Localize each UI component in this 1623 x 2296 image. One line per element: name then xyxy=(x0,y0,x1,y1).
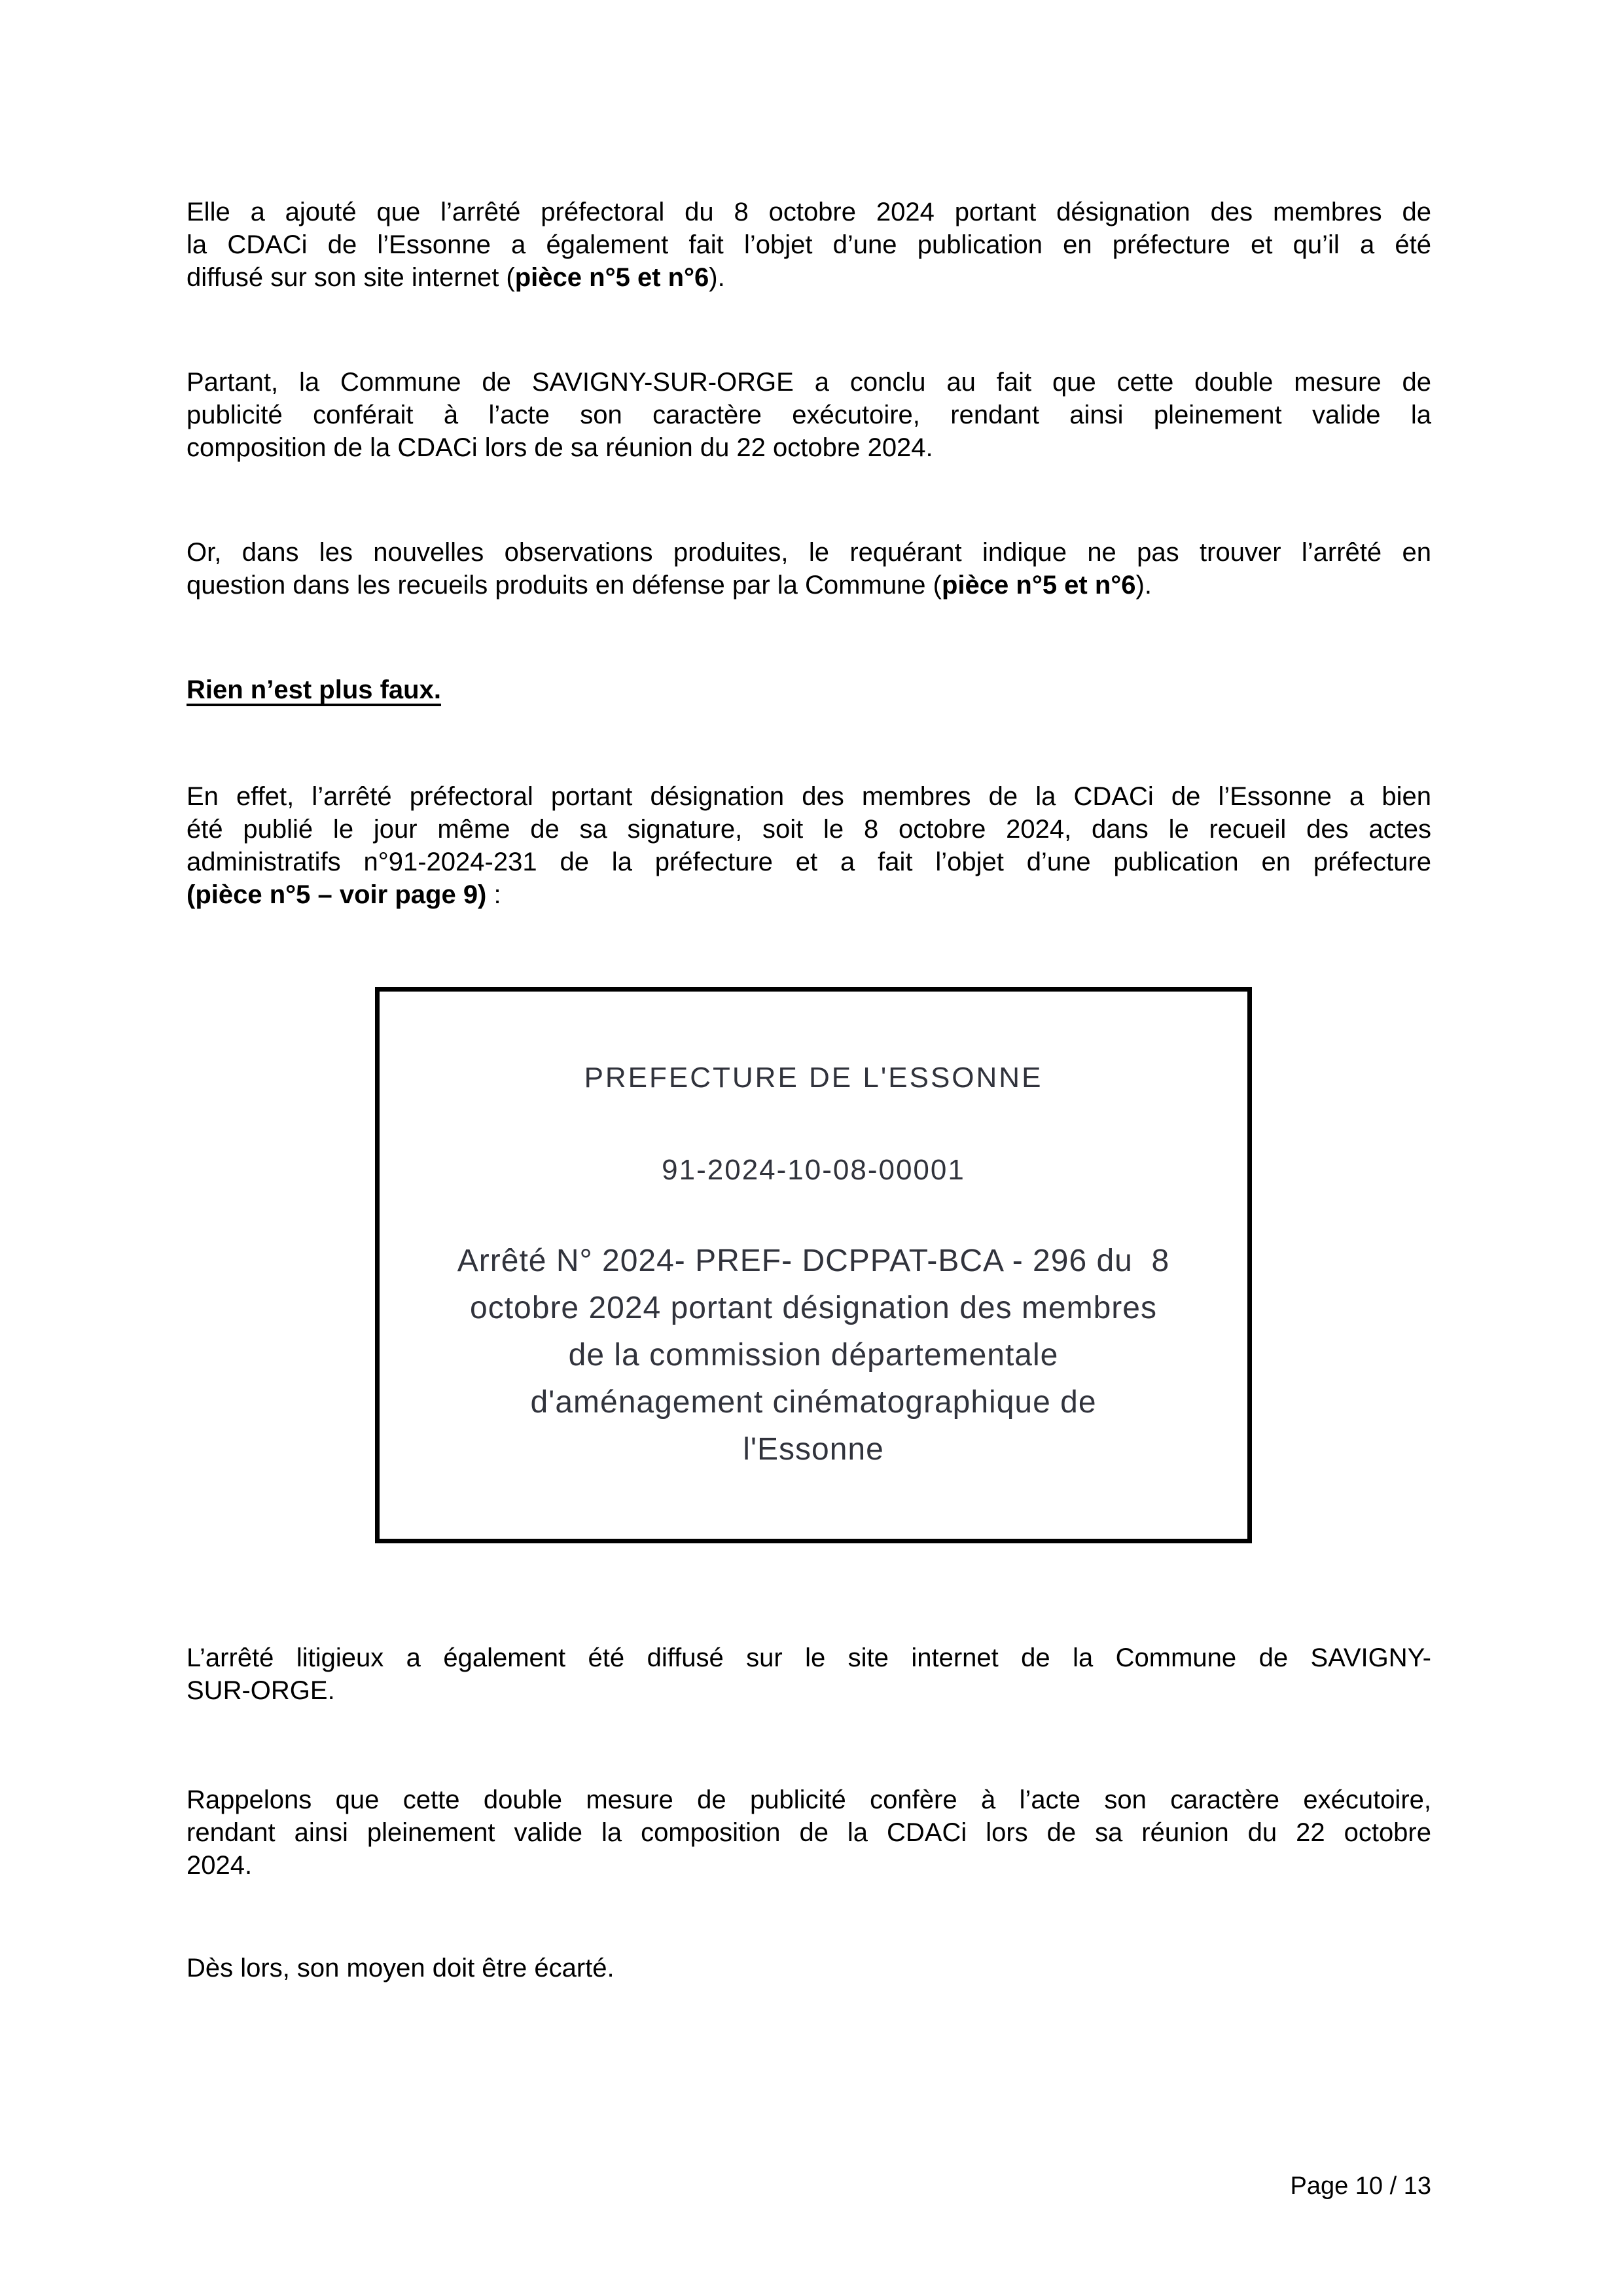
text-line: Rien n’est plus faux. xyxy=(187,675,441,704)
paragraph-double-mesure xyxy=(187,366,1431,464)
text-line: publicité conférait à l’acte son caractère exécutoire, rendant ainsi pleinement valide la xyxy=(187,401,1431,429)
paragraph-moyen-ecarte xyxy=(187,1952,1431,1984)
text-line: rendant ainsi pleinement valide la composition de la CDACi lors de sa réunion du 22 octobre xyxy=(187,1818,1431,1847)
notice-act-number: 91-2024-10-08-00001 xyxy=(662,1154,965,1186)
notice-arrete-description xyxy=(380,1238,1247,1473)
paragraph-publication-prefecture xyxy=(187,196,1431,294)
text-line: Dès lors, son moyen doit être écarté. xyxy=(187,1954,615,1982)
prefecture-notice-box xyxy=(375,987,1252,1543)
text-line: Rappelons que cette double mesure de publicité confère à l’acte son caractère exécutoire, xyxy=(187,1785,1431,1814)
text-line: composition de la CDACi lors de sa réunion du 22 octobre 2024. xyxy=(187,433,933,462)
paragraph-diffusion-site-internet xyxy=(187,1641,1431,1707)
text-line: été publié le jour même de sa signature, soit le 8 octobre 2024, dans le recueil des actes xyxy=(187,815,1431,844)
text-line: 2024. xyxy=(187,1851,253,1880)
text-line: (pièce n°5 – voir page 9) : xyxy=(187,880,501,909)
text-line: administratifs n°91-2024-231 de la préfecture et a fait l’objet d’une publication en préfecture xyxy=(187,848,1431,876)
heading-rien-nest-plus-faux xyxy=(187,673,1431,706)
paragraph-observations-requerant xyxy=(187,536,1431,601)
text-line: Or, dans les nouvelles observations produites, le requérant indique ne pas trouver l’arrêté en xyxy=(187,538,1431,567)
notice-text-line: Arrêté N° 2024- PREF- DCPPAT-BCA - 296 du 8 xyxy=(457,1244,1170,1278)
text-line: Partant, la Commune de SAVIGNY-SUR-ORGE a conclu au fait que cette double mesure de xyxy=(187,368,1431,397)
paragraph-rappel-executoire xyxy=(187,1784,1431,1882)
paragraph-arrete-publie xyxy=(187,780,1431,911)
text-line: SUR-ORGE. xyxy=(187,1676,335,1705)
text-line: En effet, l’arrêté préfectoral portant désignation des membres de la CDACi de l’Essonne a bien xyxy=(187,782,1431,811)
notice-prefecture-title: PREFECTURE DE L'ESSONNE xyxy=(584,1062,1043,1094)
text-line: question dans les recueils produits en défense par la Commune (pièce n°5 et n°6). xyxy=(187,571,1152,600)
notice-text-line: octobre 2024 portant désignation des membres xyxy=(470,1291,1157,1325)
notice-text-line: d'aménagement cinématographique de xyxy=(530,1385,1097,1420)
page-number-footer: Page 10 / 13 xyxy=(1290,2172,1431,2200)
text-line: diffusé sur son site internet (pièce n°5 et n°6). xyxy=(187,263,725,292)
notice-text-line: de la commission départementale xyxy=(568,1338,1059,1372)
notice-text-line: l'Essonne xyxy=(743,1432,884,1467)
text-line: la CDACi de l’Essonne a également fait l’objet d’une publication en préfecture et qu’il a été xyxy=(187,230,1431,259)
text-line: Elle a ajouté que l’arrêté préfectoral du 8 octobre 2024 portant désignation des membres de xyxy=(187,198,1431,226)
text-line: L’arrêté litigieux a également été diffusé sur le site internet de la Commune de SAVIGNY- xyxy=(187,1643,1431,1672)
